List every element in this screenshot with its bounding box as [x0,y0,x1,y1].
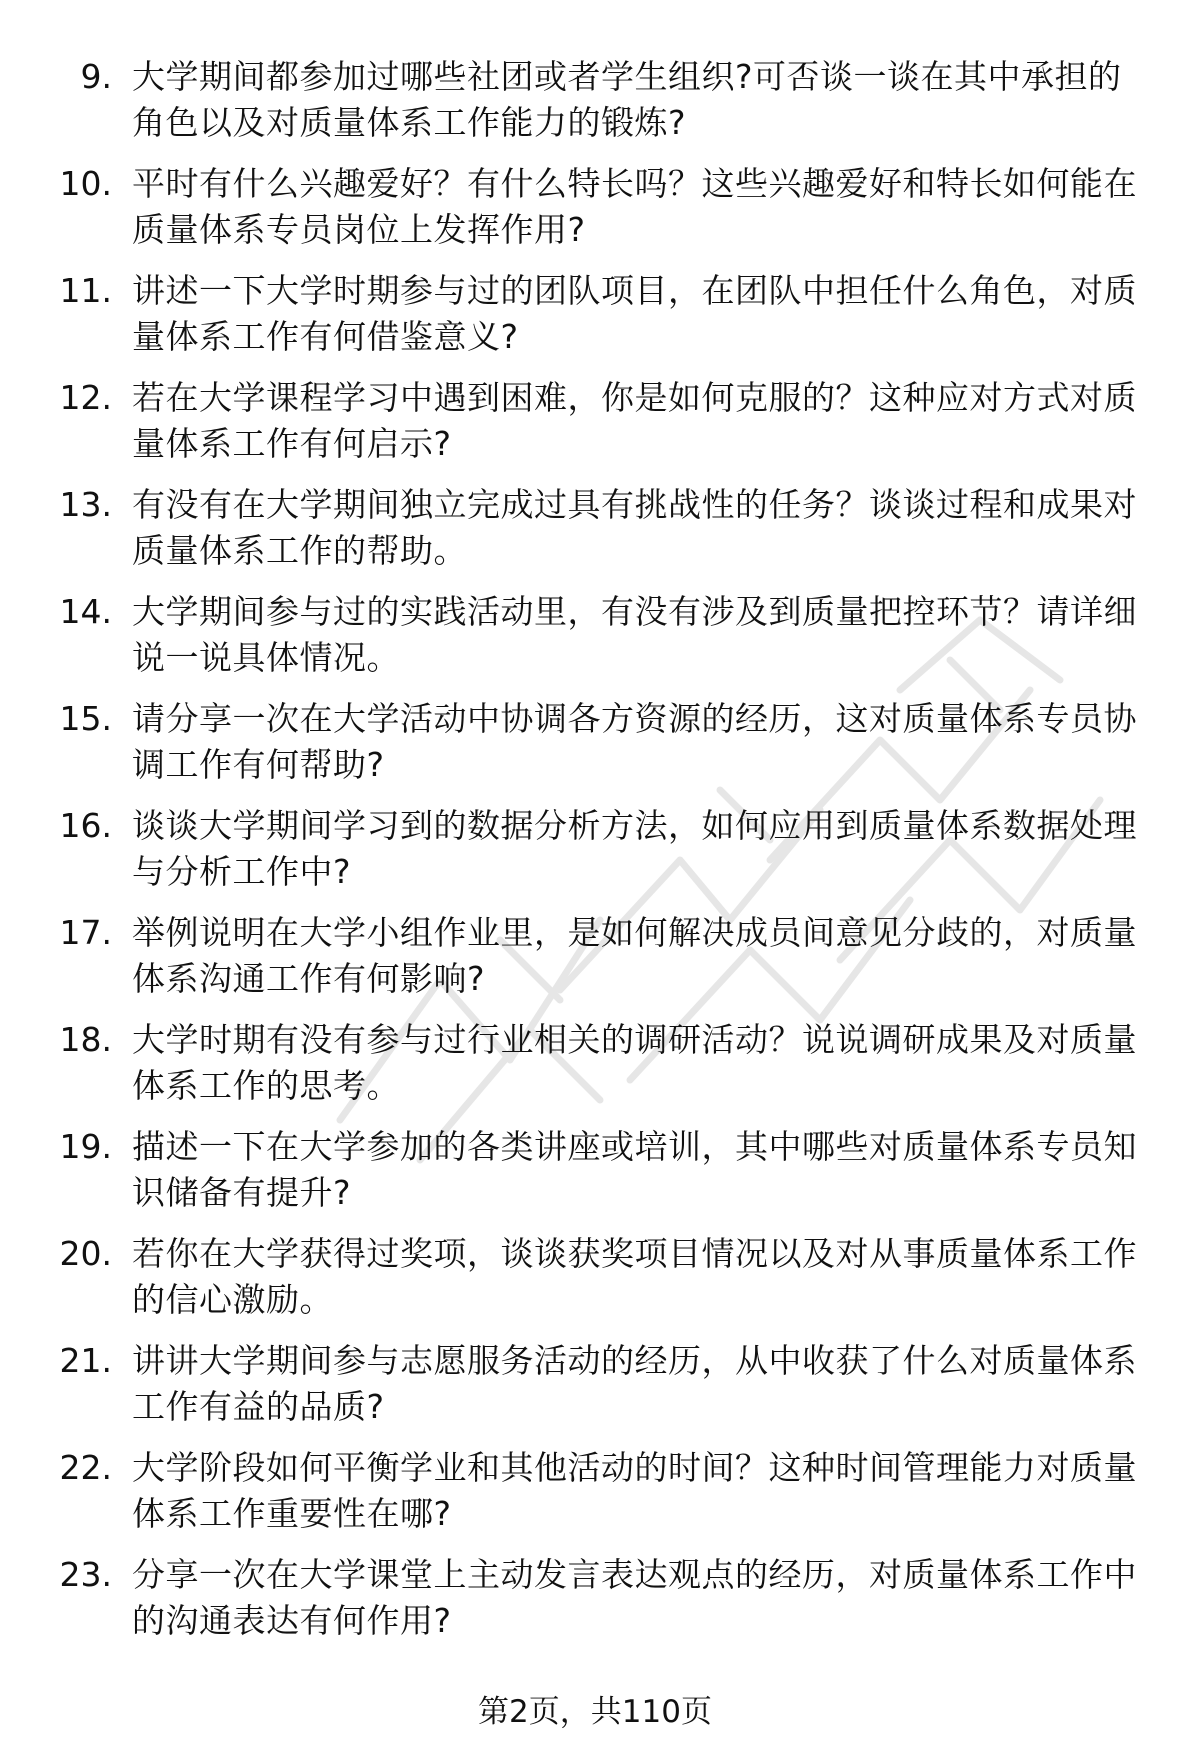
question-text: 大学期间参与过的实践活动里，有没有涉及到质量把控环节？请详细说一说具体情况。 [132,592,1137,677]
question-number: 14. [59,592,112,631]
question-number: 21. [59,1341,112,1380]
question-list [40,54,1160,1659]
question-text: 平时有什么兴趣爱好？有什么特长吗？这些兴趣爱好和特长如何能在质量体系专员岗位上发挥作用? [132,164,1137,249]
question-number: 18. [59,1020,112,1059]
question-number: 10. [59,164,112,203]
question-item [40,1124,1160,1231]
question-number: 20. [59,1234,112,1273]
question-number: 11. [59,271,112,310]
question-item [40,589,1160,696]
question-text: 举例说明在大学小组作业里，是如何解决成员间意见分歧的，对质量体系沟通工作有何影响? [132,913,1137,998]
question-item [40,54,1160,161]
question-text: 谈谈大学期间学习到的数据分析方法，如何应用到质量体系数据处理与分析工作中? [132,806,1137,891]
question-item [40,1017,1160,1124]
page-number-label: 第2页，共110页 [478,1694,712,1730]
question-item [40,696,1160,803]
question-number: 17. [59,913,112,952]
question-item [40,803,1160,910]
question-text: 有没有在大学期间独立完成过具有挑战性的任务？谈谈过程和成果对质量体系工作的帮助。 [132,485,1137,570]
question-text: 若你在大学获得过奖项，谈谈获奖项目情况以及对从事质量体系工作的信心激励。 [132,1234,1137,1319]
question-number: 15. [59,699,112,738]
question-number: 16. [59,806,112,845]
question-text: 描述一下在大学参加的各类讲座或培训，其中哪些对质量体系专员知识储备有提升? [132,1127,1137,1212]
question-text: 大学期间都参加过哪些社团或者学生组织?可否谈一谈在其中承担的角色以及对质量体系工作能力的锻炼? [132,57,1122,142]
question-number: 13. [59,485,112,524]
question-item [40,1552,1160,1659]
question-item [40,375,1160,482]
question-number: 23. [59,1555,112,1594]
question-item [40,1338,1160,1445]
question-text: 讲述一下大学时期参与过的团队项目，在团队中担任什么角色，对质量体系工作有何借鉴意义? [132,271,1137,356]
question-item [40,1445,1160,1552]
question-text: 请分享一次在大学活动中协调各方资源的经历，这对质量体系专员协调工作有何帮助? [132,699,1137,784]
question-item [40,482,1160,589]
page-footer [0,1692,1190,1732]
question-number: 19. [59,1127,112,1166]
question-item [40,1231,1160,1338]
question-text: 大学时期有没有参与过行业相关的调研活动？说说调研成果及对质量体系工作的思考。 [132,1020,1137,1105]
question-item [40,161,1160,268]
question-item [40,268,1160,375]
question-text: 分享一次在大学课堂上主动发言表达观点的经历，对质量体系工作中的沟通表达有何作用? [132,1555,1137,1640]
question-text: 讲讲大学期间参与志愿服务活动的经历，从中收获了什么对质量体系工作有益的品质? [132,1341,1137,1426]
question-text: 若在大学课程学习中遇到困难，你是如何克服的？这种应对方式对质量体系工作有何启示? [132,378,1137,463]
question-number: 22. [59,1448,112,1487]
question-number: 9. [80,57,112,96]
question-text: 大学阶段如何平衡学业和其他活动的时间？这种时间管理能力对质量体系工作重要性在哪? [132,1448,1137,1533]
question-number: 12. [59,378,112,417]
question-item [40,910,1160,1017]
